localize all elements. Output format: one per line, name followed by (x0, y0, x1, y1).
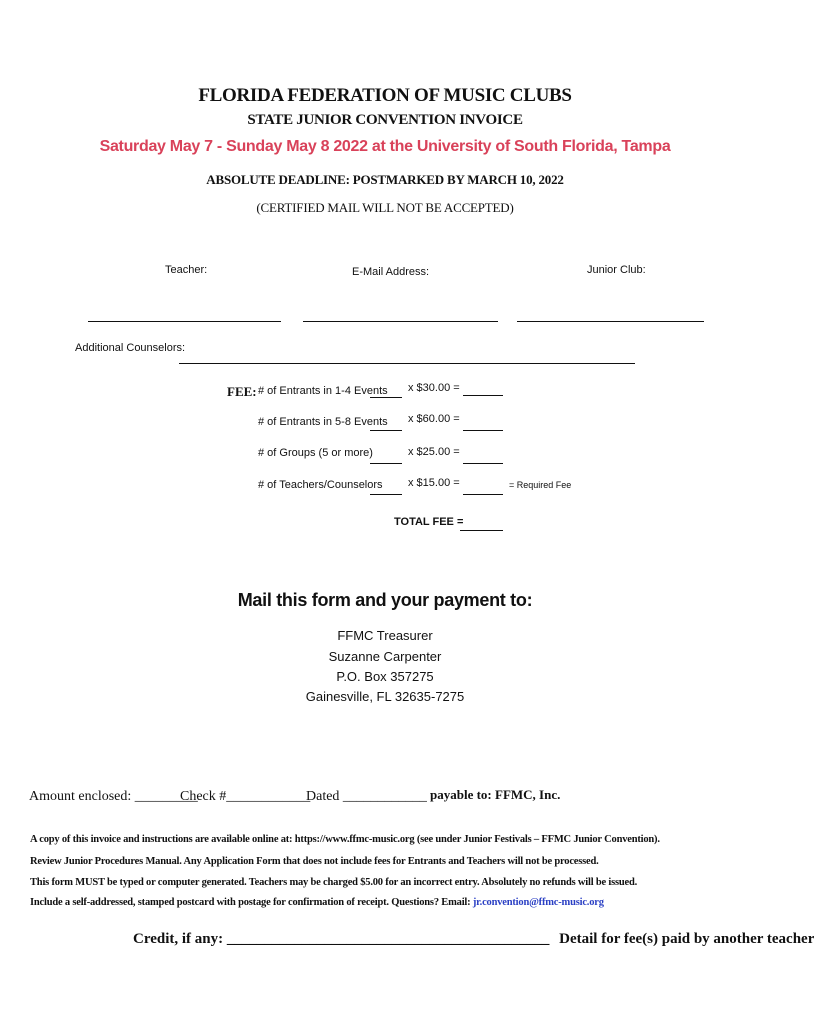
mail-address-line-2: Suzanne Carpenter (328, 649, 442, 664)
fee-row-4-amount-line[interactable] (463, 494, 503, 495)
fee-row-3-amount-line[interactable] (463, 463, 503, 464)
total-fee-label: TOTAL FEE = (394, 516, 464, 528)
fee-row-1-amount-line[interactable] (463, 395, 503, 396)
fee-row-4-label: # of Teachers/Counselors (258, 479, 383, 491)
teacher-label: Teacher: (165, 264, 208, 276)
certified-mail-note: (CERTIFIED MAIL WILL NOT BE ACCEPTED) (256, 200, 514, 215)
form-title: FLORIDA FEDERATION OF MUSIC CLUBS (198, 85, 572, 106)
fee-row-1-label: # of Entrants in 1-4 Events (258, 385, 388, 397)
fee-row-3-price: x $25.00 = (408, 446, 460, 458)
fee-row-1-qty-line[interactable] (370, 397, 402, 398)
note-line-1: A copy of this invoice and instructions are available online at: https://www.ffmc-music.org (see under Junior Festivals – FFMC Junior Convention). (30, 834, 660, 845)
fee-row-4-qty-line[interactable] (370, 494, 402, 495)
note-line-2: Review Junior Procedures Manual. Any Application Form that does not include fees for Entrants and Teachers will not be processed. (30, 856, 599, 867)
total-fee-line[interactable] (460, 530, 503, 531)
teacher-field-line[interactable] (88, 321, 281, 322)
deadline-notice: ABSOLUTE DEADLINE: POSTMARKED BY MARCH 10, 2022 (206, 172, 564, 187)
note-line-3: This form MUST be typed or computer generated. Teachers may be charged $5.00 for an incorrect entry. Absolutely no refunds will be issued. (30, 877, 638, 888)
club-field-line[interactable] (517, 321, 704, 322)
mail-address-line-3: P.O. Box 357275 (336, 669, 434, 684)
email-label: E-Mail Address: (352, 266, 430, 278)
note-line-4-text: Include a self-addressed, stamped postcard with postage for confirmation of receipt. Questions? Email: (30, 897, 471, 908)
required-fee-note: = Required Fee (509, 480, 572, 490)
mail-heading: Mail this form and your payment to: (237, 590, 533, 610)
check-number-field[interactable]: Check #____________ (180, 789, 311, 804)
fee-label: FEE: (227, 384, 257, 399)
form-subtitle: STATE JUNIOR CONVENTION INVOICE (247, 112, 523, 128)
credit-field[interactable]: Credit, if any: ___________________________________________ (133, 931, 550, 947)
counselors-label: Additional Counselors: (75, 342, 186, 354)
payable-to: payable to: FFMC, Inc. (430, 787, 561, 802)
counselors-field-line[interactable] (179, 363, 635, 364)
amount-enclosed-field[interactable]: Amount enclosed: _________ (29, 789, 198, 804)
fee-row-2-amount-line[interactable] (463, 430, 503, 431)
mail-address-line-4: Gainesville, FL 32635-7275 (305, 689, 465, 704)
fee-row-3-label: # of Groups (5 or more) (258, 447, 373, 459)
convention-email-link[interactable]: jr.convention@ffmc-music.org (472, 897, 604, 908)
fee-row-3-qty-line[interactable] (370, 463, 402, 464)
credit-row (133, 931, 814, 948)
credit-detail: Detail for fee(s) paid by another teacher (559, 931, 814, 947)
fee-row-4-price: x $15.00 = (408, 477, 460, 489)
fee-row-2-qty-line[interactable] (370, 430, 402, 431)
fee-row-2-price: x $60.00 = (408, 413, 460, 425)
email-field-line[interactable] (303, 321, 498, 322)
event-dates: Saturday May 7 - Sunday May 8 2022 at the University of South Florida, Tampa (99, 138, 671, 155)
fee-row-1-price: x $30.00 = (408, 382, 460, 394)
mail-address-line-1: FFMC Treasurer (337, 628, 433, 643)
dated-field[interactable]: Dated ____________ (306, 789, 427, 804)
club-label: Junior Club: (587, 264, 646, 276)
fee-row-2-label: # of Entrants in 5-8 Events (258, 416, 388, 428)
note-line-4 (30, 897, 604, 908)
